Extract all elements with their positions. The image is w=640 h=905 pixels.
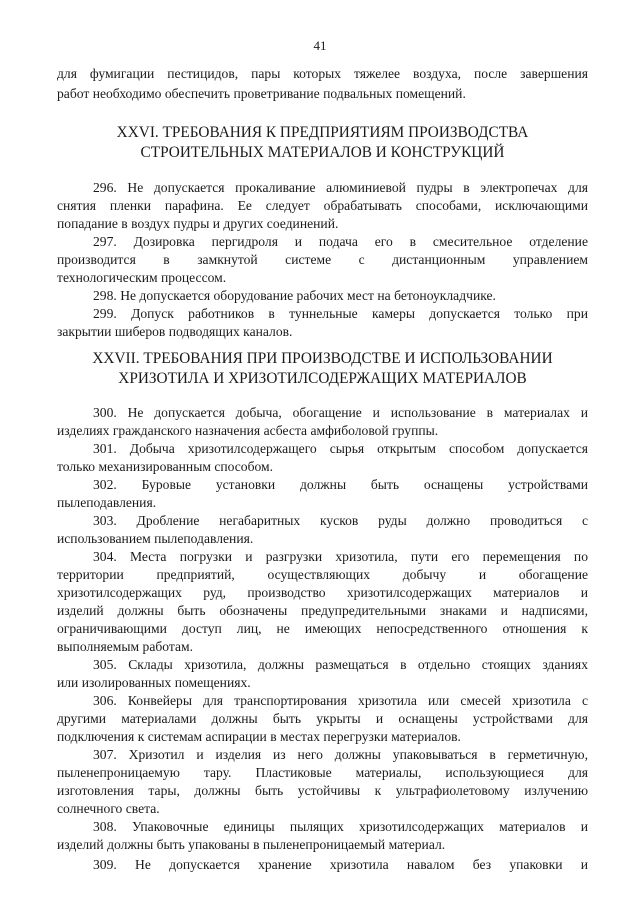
text-line: для фумигации пестицидов, пары которых тяжелее воздуха, после завершения <box>57 66 588 81</box>
paragraph-line: только механизированным способом. <box>57 459 274 474</box>
heading-line: СТРОИТЕЛЬНЫХ МАТЕРИАЛОВ И КОНСТРУКЦИЙ <box>140 144 505 161</box>
paragraph-line: изделий должны быть упакованы в пыленепроницаемый материал. <box>57 837 446 852</box>
paragraph-line: 298. Не допускается оборудование рабочих мест на бетоноукладчике. <box>93 288 496 303</box>
paragraph-line: технологическим процессом. <box>57 270 227 285</box>
paragraph-line: закрытии шиберов подводящих каналов. <box>57 324 293 339</box>
paragraph-line: 309. Не допускается хранение хризотила навалом без упаковки и <box>93 857 588 872</box>
paragraph-line: попадание в воздух пудры и других соединений. <box>57 216 339 231</box>
paragraph-line: хризотилсодержащих руд, производство хризотилсодержащих материалов и <box>57 585 588 600</box>
paragraph-line: другими материалами должны быть укрыты и оснащены устройствами для <box>57 711 588 726</box>
paragraph-line: ограничивающими доступ лиц, не имеющих непосредственного отношения к <box>57 621 588 636</box>
paragraph-line: 302. Буровые установки должны быть оснащены устройствами <box>93 477 588 492</box>
section-heading-xxvii <box>57 349 588 389</box>
paragraph-line: 308. Упаковочные единицы пылящих хризотилсодержащих материалов и <box>93 819 588 834</box>
paragraph-line: изготовления тары, должны быть устойчивы к ультрафиолетовому излучению <box>57 783 588 798</box>
paragraph-line: выполняемым работам. <box>57 639 194 654</box>
paragraph-line: 301. Добыча хризотилсодержащего сырья открытым способом допускается <box>93 441 588 456</box>
paragraph-line: солнечного света. <box>57 801 160 816</box>
paragraph-line: или изолированных помещениях. <box>57 675 251 690</box>
paragraph-line: пыленепроницаемую тару. Пластиковые материалы, использующиеся для <box>57 765 588 780</box>
paragraph-line: пылеподавления. <box>57 495 157 510</box>
paragraph-line: 307. Хризотил и изделия из него должны упаковываться в герметичную, <box>93 747 588 762</box>
paragraph-line: изделий должны быть обозначены предупредительными знаками и надписями, <box>57 603 588 618</box>
paragraph-line: 306. Конвейеры для транспортирования хризотила или смесей хризотила с <box>93 693 588 708</box>
paragraph-line: подключения к системам аспирации в местах перегрузки материалов. <box>57 729 461 744</box>
paragraph-line: производится в замкнутой системе с дистанционным управлением <box>57 252 588 267</box>
paragraph-line: 296. Не допускается прокаливание алюминиевой пудры в электропечах для <box>93 180 588 195</box>
paragraph-line: использованием пылеподавления. <box>57 531 254 546</box>
paragraph-line: 300. Не допускается добыча, обогащение и использование в материалах и <box>93 405 588 420</box>
heading-line: ХРИЗОТИЛА И ХРИЗОТИЛСОДЕРЖАЩИХ МАТЕРИАЛОВ <box>118 370 527 387</box>
paragraph-line: территории предприятий, осуществляющих добычу и обогащение <box>57 567 588 582</box>
heading-line: XXVI. ТРЕБОВАНИЯ К ПРЕДПРИЯТИЯМ ПРОИЗВОДСТВА <box>116 124 529 141</box>
section-heading-xxvi <box>57 123 588 163</box>
text-line: работ необходимо обеспечить проветривание подвальных помещений. <box>57 86 466 101</box>
heading-line: XXVII. ТРЕБОВАНИЯ ПРИ ПРОИЗВОДСТВЕ И ИСПОЛЬЗОВАНИИ <box>92 350 553 367</box>
page-number: 41 <box>313 38 327 53</box>
paragraph-line: 303. Дробление негабаритных кусков руды должно проводиться с <box>93 513 588 528</box>
paragraph-line: 305. Склады хризотила, должны размещаться в отдельно стоящих зданиях <box>93 657 588 672</box>
paragraph-line: изделиях гражданского назначения асбеста амфиболовой группы. <box>57 423 439 438</box>
paragraph-line: 304. Места погрузки и разгрузки хризотила, пути его перемещения по <box>93 549 588 564</box>
paragraph-line: 297. Дозировка пергидроля и подача его в смесительное отделение <box>93 234 588 249</box>
paragraph-line: 299. Допуск работников в туннельные камеры допускается только при <box>93 306 588 321</box>
paragraph-line: снятия пленки парафина. Ее следует обрабатывать способами, исключающими <box>57 198 588 213</box>
